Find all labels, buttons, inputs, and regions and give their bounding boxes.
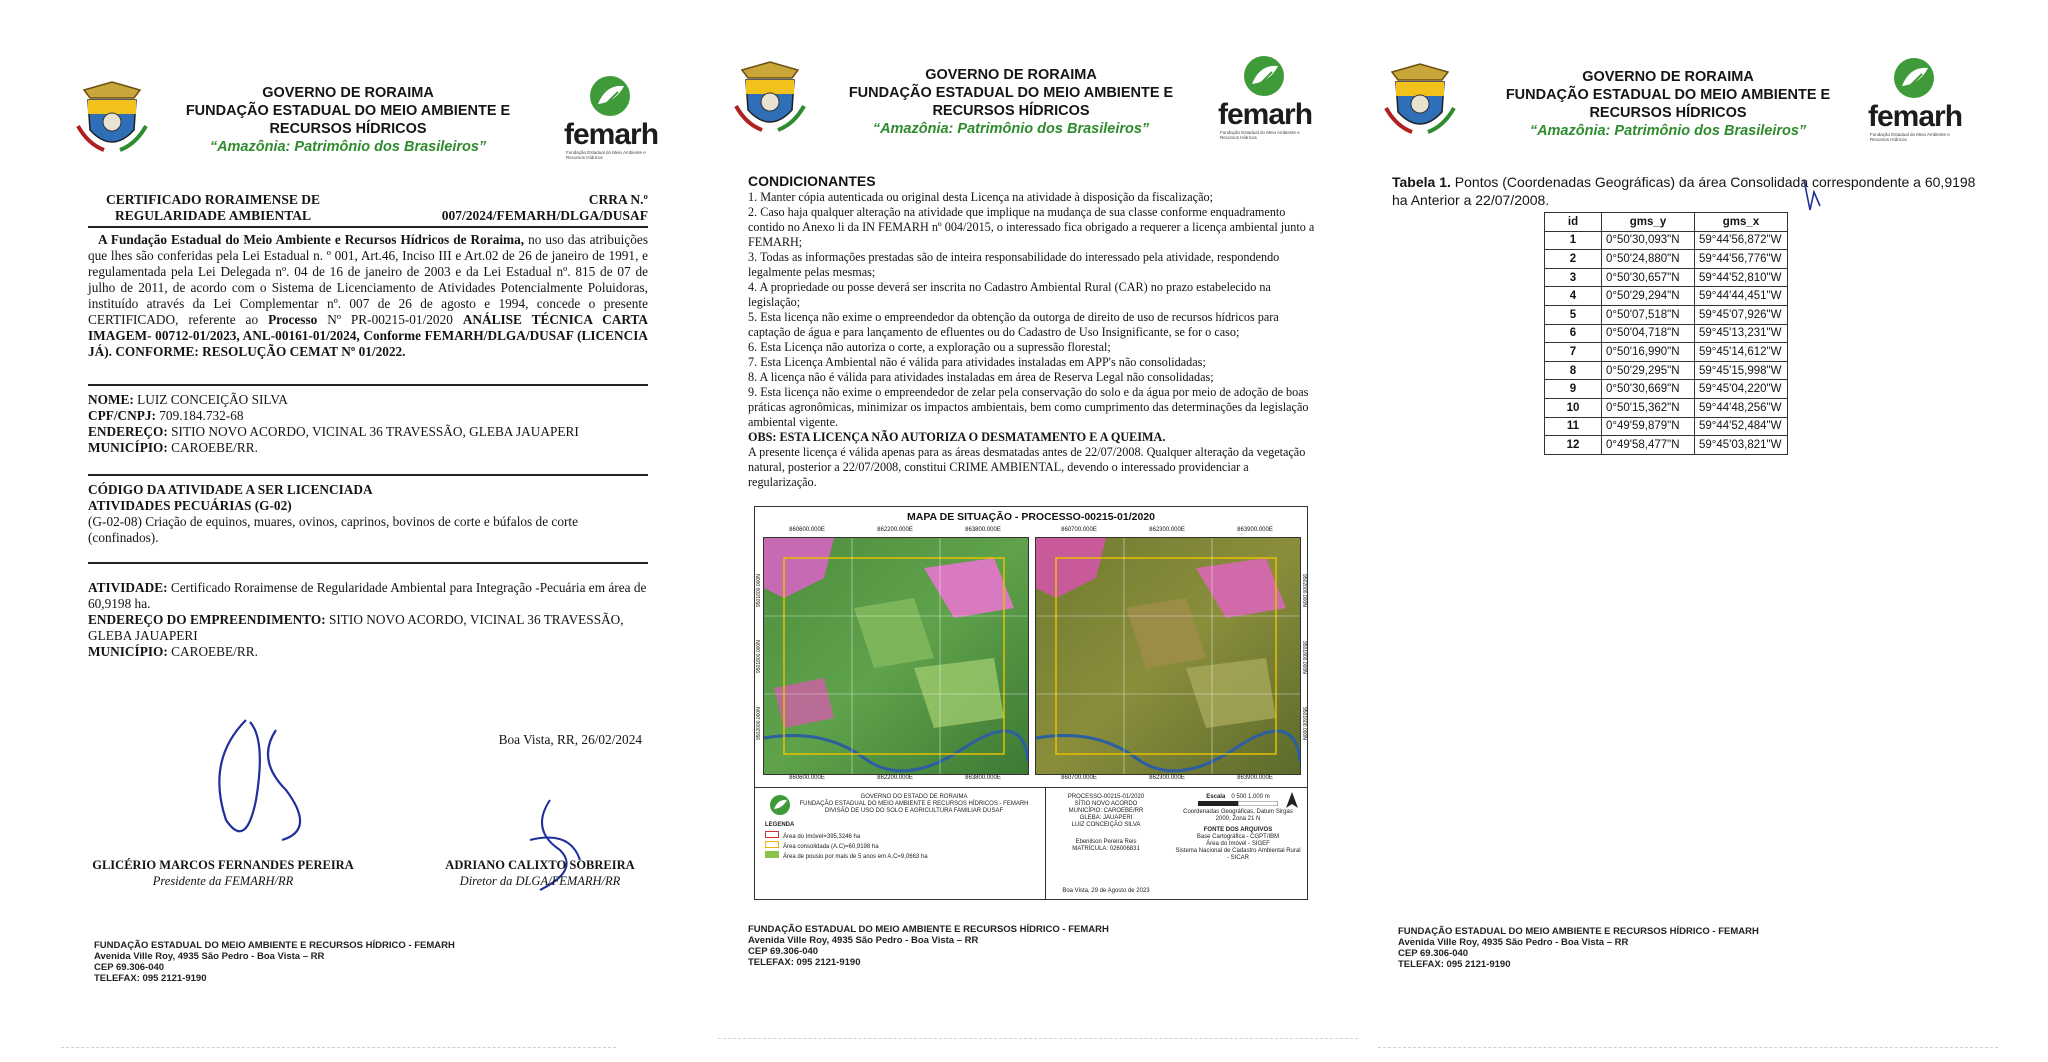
roraima-crest-icon bbox=[74, 80, 150, 156]
pen-mark bbox=[1800, 176, 1826, 216]
page-certificate bbox=[60, 0, 660, 1062]
footer-line-3: CEP 69.306-040 bbox=[1398, 948, 1469, 959]
holder-cpf-label: CPF/CNPJ: bbox=[88, 408, 156, 423]
page-footer bbox=[94, 940, 455, 984]
cell-gms-x: 59°44'52,484"W bbox=[1695, 417, 1788, 436]
map-legend-panel bbox=[755, 787, 1307, 900]
table-row bbox=[1545, 324, 1788, 343]
cell-gms-y: 0°50'07,518"N bbox=[1602, 305, 1695, 324]
left-top-ticks bbox=[763, 527, 1027, 533]
director-name: ADRIANO CALIXTO SOBREIRA bbox=[445, 858, 635, 872]
condition-item: 5. Esta licença não exime o empreendedor da obtenção da outorga de direito de uso de recursos hídricos para captação de água e para lançamento de efluentes ou do Cadastro de Uso Insignificante, se for o caso; bbox=[748, 310, 1279, 339]
intro-process-number: Nº PR-00215-01/2020 bbox=[317, 312, 463, 327]
tick-label: 862200.000E bbox=[877, 527, 913, 533]
right-bottom-ticks bbox=[1035, 775, 1299, 781]
holder-info bbox=[88, 392, 648, 456]
activity-row bbox=[88, 580, 648, 612]
header-motto: “Amazônia: Patrimônio dos Brasileiros” bbox=[1529, 123, 1807, 139]
crra-number: 007/2024/FEMARH/DLGA/DUSAF bbox=[441, 208, 648, 223]
situation-map bbox=[754, 506, 1308, 900]
header-line-2: FUNDAÇÃO ESTADUAL DO MEIO AMBIENTE E bbox=[1505, 87, 1831, 103]
info-line: LUIZ CONCEIÇÃO SILVA bbox=[1071, 822, 1141, 828]
president-name: GLICÉRIO MARCOS FERNANDES PEREIRA bbox=[92, 858, 354, 872]
legend-swatch bbox=[765, 831, 779, 838]
femarh-logo bbox=[1218, 54, 1314, 140]
cell-gms-y: 0°50'30,093"N bbox=[1602, 231, 1695, 250]
cell-id: 2 bbox=[1545, 250, 1602, 269]
condition-item: 1. Manter cópia autenticada ou original desta Licença na atividade à disposição da fiscalização; bbox=[748, 190, 1213, 204]
enterprise-address-row bbox=[88, 612, 648, 644]
satellite-image-left bbox=[763, 537, 1029, 775]
cell-gms-x: 59°45'14,612"W bbox=[1695, 343, 1788, 362]
condition-item: 6. Esta Licença não autoriza o corte, a exploração ou a supressão florestal; bbox=[748, 340, 1111, 354]
footer-line-4: TELEFAX: 095 2121-9190 bbox=[94, 973, 207, 984]
header-motto: “Amazônia: Patrimônio dos Brasileiros” bbox=[209, 139, 487, 155]
tick-label: 860600.000E bbox=[789, 775, 825, 781]
logo-subtitle: Fundação Estadual do Meio Ambiente e Recursos Hídricos bbox=[566, 150, 646, 160]
holder-address-row bbox=[88, 424, 648, 440]
femarh-logo bbox=[1868, 56, 1964, 142]
table-caption-label: Tabela 1. bbox=[1392, 174, 1451, 190]
page-edge bbox=[60, 1047, 616, 1048]
cell-gms-y: 0°50'04,718"N bbox=[1602, 324, 1695, 343]
conditions-list bbox=[748, 190, 1320, 490]
cell-id: 1 bbox=[1545, 231, 1602, 250]
divider bbox=[88, 562, 648, 564]
place-date: Boa Vista, RR, 26/02/2024 bbox=[498, 732, 642, 747]
leaf-icon bbox=[582, 74, 638, 118]
column-header-id: id bbox=[1545, 213, 1602, 232]
activity-group-title: ATIVIDADES PECUÁRIAS (G-02) bbox=[88, 498, 292, 513]
holder-name-value: LUIZ CONCEIÇÃO SILVA bbox=[133, 392, 288, 407]
table-row bbox=[1545, 231, 1788, 250]
cell-gms-y: 0°50'16,990"N bbox=[1602, 343, 1695, 362]
table-body bbox=[1545, 231, 1788, 454]
footer-line-4: TELEFAX: 095 2121-9190 bbox=[1398, 959, 1511, 970]
column-header-gms-x: gms_x bbox=[1695, 213, 1788, 232]
cell-gms-y: 0°50'24,880"N bbox=[1602, 250, 1695, 269]
map-gov-line: GOVERNO DO ESTADO DE RORAIMA bbox=[860, 794, 968, 800]
footer-line-1: FUNDAÇÃO ESTADUAL DO MEIO AMBIENTE E RECURSOS HÍDRICO - FEMARH bbox=[1398, 926, 1759, 937]
condition-item: 8. A licença não é válida para atividades instaladas em área de Reserva Legal não consolidadas; bbox=[748, 370, 1214, 384]
cell-id: 4 bbox=[1545, 287, 1602, 306]
activity-value: Certificado Roraimense de Regularidade Ambiental para Integração -Pecuária em área de 60,9198 ha. bbox=[88, 580, 647, 611]
header-title bbox=[148, 84, 548, 156]
cell-gms-y: 0°49'58,477"N bbox=[1602, 436, 1695, 455]
divider bbox=[88, 226, 648, 228]
north-arrow-icon bbox=[1285, 792, 1299, 810]
map-institution bbox=[799, 794, 1029, 815]
source-title: FONTE DOS ARQUIVOS bbox=[1203, 827, 1273, 833]
scale-values: 0 500 1.000 m bbox=[1231, 794, 1270, 800]
legend-swatch bbox=[765, 841, 779, 848]
cell-gms-y: 0°50'30,657"N bbox=[1602, 268, 1695, 287]
president-role: Presidente da FEMARH/RR bbox=[152, 874, 294, 888]
technician-registration: MATRÍCULA: 026006831 bbox=[1072, 846, 1140, 852]
legend-swatch bbox=[765, 851, 779, 858]
cell-id: 3 bbox=[1545, 268, 1602, 287]
leaf-icon bbox=[1236, 54, 1292, 98]
conditions-title: CONDICIONANTES bbox=[748, 173, 876, 189]
cell-gms-y: 0°49'59,879"N bbox=[1602, 417, 1695, 436]
legend-item bbox=[765, 841, 928, 851]
info-line: PROCESSO-00215-01/2020 bbox=[1067, 794, 1145, 800]
satellite-image-right bbox=[1035, 537, 1301, 775]
header-title bbox=[1468, 68, 1868, 140]
intro-analysis: ANÁLISE TÉCNICA CARTA IMAGEM- 00712-01/2023, ANL-00161-01/2024, Conforme FEMARH/DLGA/DUSAF (LICENCIA JÁ). CONFORME: RESOLUÇÃO CEMAT Nº 01/2022. bbox=[88, 312, 648, 359]
cell-id: 9 bbox=[1545, 380, 1602, 399]
scale-label: Escala bbox=[1206, 794, 1226, 800]
intro-paragraph bbox=[88, 232, 648, 360]
technician-name: Ebenilson Pereira Reis bbox=[1075, 839, 1137, 845]
table-header-row bbox=[1545, 213, 1788, 232]
map-fund-line: FUNDAÇÃO ESTADUAL DO MEIO AMBIENTE E RECURSOS HÍDRICOS - FEMARH bbox=[799, 801, 1029, 807]
header-line-2: FUNDAÇÃO ESTADUAL DO MEIO AMBIENTE E bbox=[848, 85, 1174, 101]
header-line-2: FUNDAÇÃO ESTADUAL DO MEIO AMBIENTE E bbox=[185, 103, 511, 119]
cell-gms-y: 0°50'30,669"N bbox=[1602, 380, 1695, 399]
table-row bbox=[1545, 250, 1788, 269]
header-line-1: GOVERNO DE RORAIMA bbox=[925, 67, 1097, 83]
page-footer bbox=[748, 924, 1109, 968]
map-division-line: DIVISÃO DE USO DO SOLO E AGRICULTURA FAMILIAR DUSAF bbox=[824, 808, 1004, 814]
enterprise-municipality-value: CAROEBE/RR. bbox=[167, 644, 258, 659]
header-line-3: RECURSOS HÍDRICOS bbox=[1589, 105, 1747, 121]
tick-label: 9501800.000N bbox=[1301, 640, 1307, 674]
cell-gms-x: 59°44'56,776"W bbox=[1695, 250, 1788, 269]
cell-id: 5 bbox=[1545, 305, 1602, 324]
femarh-logo bbox=[564, 74, 660, 160]
header-line-1: GOVERNO DE RORAIMA bbox=[262, 85, 434, 101]
crra-number-block bbox=[396, 192, 648, 224]
page-edge bbox=[718, 1038, 1358, 1039]
obs-row bbox=[748, 430, 1320, 445]
roraima-crest-icon bbox=[732, 60, 808, 136]
cell-id: 8 bbox=[1545, 361, 1602, 380]
cell-gms-x: 59°44'48,256"W bbox=[1695, 398, 1788, 417]
condition-item: 3. Todas as informações prestadas são de inteira responsabilidade do interessado pela atividade, respondendo legalmente pelas mesmas; bbox=[748, 250, 1280, 279]
legend-item bbox=[765, 831, 928, 841]
activity-code-title: CÓDIGO DA ATIVIDADE A SER LICENCIADA bbox=[88, 482, 373, 497]
page-coordinates bbox=[1378, 0, 1998, 1062]
legend-label: Área consolidada (A.C)=60,9198 ha bbox=[783, 844, 879, 850]
scale-row bbox=[1175, 794, 1301, 801]
info-line: MUNICÍPIO: CAROEBE/RR bbox=[1068, 808, 1144, 814]
info-line: SÍTIO NOVO ACORDO bbox=[1074, 801, 1138, 807]
legend-divider bbox=[1045, 788, 1046, 900]
holder-municipality-value: CAROEBE/RR. bbox=[167, 440, 258, 455]
cell-gms-y: 0°50'29,295"N bbox=[1602, 361, 1695, 380]
signature-president bbox=[186, 700, 346, 850]
table-row bbox=[1545, 287, 1788, 306]
certificate-title-line-1: CERTIFICADO RORAIMENSE DE bbox=[105, 192, 321, 207]
tick-label: 860700.000E bbox=[1061, 775, 1097, 781]
condition-item: 9. Esta licença não exime o empreendedor de zelar pela conservação do solo e da água por meio de adoção de boas práticas agronômicas, minimizar os impactos ambientais, bem como cumprimento das determinações da legislação ambiental vigente. bbox=[748, 385, 1309, 429]
intro-lead: A Fundação Estadual do Meio Ambiente e Recursos Hídricos de Roraima, bbox=[98, 232, 525, 247]
footer-line-2: Avenida Ville Roy, 4935 São Pedro - Boa Vista – RR bbox=[748, 935, 979, 946]
condition-item: 7. Esta Licença Ambiental não é válida para atividades instaladas em APP's não consolidadas; bbox=[748, 355, 1206, 369]
footer-line-1: FUNDAÇÃO ESTADUAL DO MEIO AMBIENTE E RECURSOS HÍDRICO - FEMARH bbox=[94, 940, 455, 951]
holder-name-row bbox=[88, 392, 648, 408]
leaf-icon bbox=[1886, 56, 1942, 100]
left-side-ticks bbox=[756, 557, 764, 757]
holder-municipality-row bbox=[88, 440, 648, 456]
source-line: Sistema Nacional de Cadastro Ambiental Rural - SICAR bbox=[1175, 848, 1301, 861]
obs-text: ESTA LICENÇA NÃO AUTORIZA O DESMATAMENTO E A QUEIMA. bbox=[776, 430, 1166, 444]
table-row bbox=[1545, 398, 1788, 417]
map-title: MAPA DE SITUAÇÃO - PROCESSO-00215-01/2020 bbox=[907, 511, 1155, 523]
legend-title: LEGENDA bbox=[765, 822, 795, 828]
cell-gms-y: 0°50'29,294"N bbox=[1602, 287, 1695, 306]
tick-label: 9502000.000N bbox=[1301, 573, 1307, 607]
table-row bbox=[1545, 305, 1788, 324]
holder-municipality-label: MUNICÍPIO: bbox=[88, 440, 168, 455]
footer-line-4: TELEFAX: 095 2121-9190 bbox=[748, 957, 861, 968]
tick-label: 863800.000E bbox=[965, 527, 1001, 533]
intro-process: Processo bbox=[268, 312, 318, 327]
femarh-leaf-icon bbox=[769, 794, 791, 816]
source-line: Base Cartográfica - CGPT/IBM bbox=[1196, 834, 1280, 840]
header-line-1: GOVERNO DE RORAIMA bbox=[1582, 69, 1754, 85]
map-date: Boa Vista, 29 de Agosto de 2023 bbox=[1062, 888, 1150, 894]
tick-label: 860700.000E bbox=[1061, 527, 1097, 533]
table-row bbox=[1545, 436, 1788, 455]
tick-label: 862300.000E bbox=[1149, 527, 1185, 533]
activity-group-description: (G-02-08) Criação de equinos, muares, ovinos, caprinos, bovinos de corte e búfalos de corte (confinados). bbox=[88, 514, 578, 545]
cell-gms-x: 59°44'44,451"W bbox=[1695, 287, 1788, 306]
holder-address-label: ENDEREÇO: bbox=[88, 424, 168, 439]
table-caption-text: Pontos (Coordenadas Geográficas) da área Consolidada correspondente a 60,9198 ha Anterior a 22/07/2008. bbox=[1392, 174, 1976, 208]
footer-line-2: Avenida Ville Roy, 4935 São Pedro - Boa Vista – RR bbox=[1398, 937, 1629, 948]
cell-id: 7 bbox=[1545, 343, 1602, 362]
validity-note: A presente licença é válida apenas para as áreas desmatadas antes de 22/07/2008. Qualquer alteração da vegetação natural, posterior a 22/07/2008, constitui CRIME AMBIENTAL, devendo o interessado providenciar a regularização. bbox=[748, 445, 1306, 489]
cell-gms-x: 59°45'04,220"W bbox=[1695, 380, 1788, 399]
divider bbox=[88, 474, 648, 476]
tick-label: 9501600.000N bbox=[756, 573, 762, 607]
cell-id: 11 bbox=[1545, 417, 1602, 436]
certificate-title-line-2: REGULARIDADE AMBIENTAL bbox=[115, 208, 311, 223]
cell-gms-x: 59°44'52,810"W bbox=[1695, 268, 1788, 287]
cell-gms-x: 59°45'07,926"W bbox=[1695, 305, 1788, 324]
table-row bbox=[1545, 343, 1788, 362]
intro-body: no uso das atribuições que lhes são conferidas pela Lei Estadual n. º 001, Art.46, Inciso III e Art.02 de 26 de janeiro de 1991, e regulamentada pela Lei Delegada nº. 04 de 16 de janeiro de 2003 e da Lei Estadual nº. 815 de 07 de julho de 2011, de acordo com o Sistema de Licenciamento de Atividades Potencialmente Poluidoras, instituído através da Lei Complementar nº. 007 de 26 de agosto e 1994, concede o presente CERTIFICADO, referente ao bbox=[88, 232, 648, 327]
logo-subtitle: Fundação Estadual do Meio Ambiente e Recursos Hídricos bbox=[1220, 130, 1300, 140]
tick-label: 862300.000E bbox=[1149, 775, 1185, 781]
footer-line-1: FUNDAÇÃO ESTADUAL DO MEIO AMBIENTE E RECURSOS HÍDRICO - FEMARH bbox=[748, 924, 1109, 935]
holder-address-value: SITIO NOVO ACORDO, VICINAL 36 TRAVESSÃO, GLEBA JAUAPERI bbox=[167, 424, 579, 439]
tick-label: 9501800.000N bbox=[756, 640, 762, 674]
holder-cpf-row bbox=[88, 408, 648, 424]
cell-gms-y: 0°50'15,362"N bbox=[1602, 398, 1695, 417]
footer-line-3: CEP 69.306-040 bbox=[94, 962, 165, 973]
tick-label: 863900.000E bbox=[1237, 775, 1273, 781]
map-scale-block bbox=[1175, 794, 1301, 862]
map-process-info bbox=[1051, 794, 1161, 853]
header-motto: “Amazônia: Patrimônio dos Brasileiros” bbox=[872, 121, 1150, 137]
right-side-ticks bbox=[1299, 557, 1307, 757]
column-header-gms-y: gms_y bbox=[1602, 213, 1695, 232]
table-row bbox=[1545, 380, 1788, 399]
legend-label: Área do Imóvel=395,3246 ha bbox=[783, 834, 861, 840]
table-row bbox=[1545, 417, 1788, 436]
activity-code-section bbox=[88, 482, 648, 546]
table-row bbox=[1545, 361, 1788, 380]
header-line-3: RECURSOS HÍDRICOS bbox=[269, 121, 427, 137]
cell-gms-x: 59°45'15,998"W bbox=[1695, 361, 1788, 380]
roraima-crest-icon bbox=[1382, 62, 1458, 138]
enterprise-address-value: SITIO NOVO ACORDO, VICINAL 36 TRAVESSÃO, GLEBA JAUAPERI bbox=[88, 612, 624, 643]
enterprise-municipality-label: MUNICÍPIO: bbox=[88, 644, 168, 659]
tick-label: 863800.000E bbox=[965, 775, 1001, 781]
cell-id: 12 bbox=[1545, 436, 1602, 455]
coordinates-table bbox=[1544, 212, 1788, 455]
scale-bar bbox=[1198, 801, 1278, 806]
director-role: Diretor da DLGA/FEMARH/RR bbox=[459, 874, 621, 888]
page-edge bbox=[1378, 1047, 1998, 1048]
legend-item bbox=[765, 851, 928, 861]
holder-cpf-value: 709.184.732-68 bbox=[155, 408, 244, 423]
divider bbox=[88, 384, 648, 386]
header-title bbox=[818, 66, 1204, 138]
legend-items bbox=[765, 831, 928, 861]
tick-label: 863900.000E bbox=[1237, 527, 1273, 533]
crra-label: CRRA N.º bbox=[588, 192, 648, 207]
page-conditions bbox=[718, 0, 1358, 1062]
cell-gms-x: 59°44'56,872"W bbox=[1695, 231, 1788, 250]
activity-section bbox=[88, 580, 648, 660]
logo-wordmark: femarh bbox=[1868, 100, 1963, 133]
left-bottom-ticks bbox=[763, 775, 1027, 781]
logo-subtitle: Fundação Estadual do Meio Ambiente e Recursos Hídricos bbox=[1870, 132, 1950, 142]
info-line: GLEBA: JAUAPERI bbox=[1079, 815, 1133, 821]
holder-name-label: NOME: bbox=[88, 392, 134, 407]
table-row bbox=[1545, 268, 1788, 287]
logo-wordmark: femarh bbox=[564, 118, 659, 151]
tick-label: 862200.000E bbox=[877, 775, 913, 781]
tick-label: 860600.000E bbox=[789, 527, 825, 533]
right-top-ticks bbox=[1035, 527, 1299, 533]
page-footer bbox=[1398, 926, 1759, 970]
coords-note: Coordenadas Geográficas, Datum Sirgas 2000, Zona 21 N bbox=[1183, 809, 1293, 822]
enterprise-address-label: ENDEREÇO DO EMPREENDIMENTO: bbox=[88, 612, 326, 627]
footer-line-3: CEP 69.306-040 bbox=[748, 946, 819, 957]
tick-label: 9501600.000N bbox=[1301, 707, 1307, 741]
cell-id: 10 bbox=[1545, 398, 1602, 417]
condition-item: 2. Caso haja qualquer alteração na atividade que implique na mudança de sua classe conforme enquadramento contido no Anexo li da IN FEMARH nº 004/2015, o interessado fica obrigado a requerer a licença ambiental junto a FEMARH; bbox=[748, 205, 1315, 249]
condition-item: 4. A propriedade ou posse deverá ser inscrita no Cadastro Ambiental Rural (CAR) no prazo estabelecido na legislação; bbox=[748, 280, 1271, 309]
source-line: Área do Imóvel - SIGEF bbox=[1206, 841, 1270, 847]
obs-label: OBS: bbox=[748, 430, 777, 444]
cell-id: 6 bbox=[1545, 324, 1602, 343]
enterprise-municipality-row bbox=[88, 644, 648, 660]
tick-label: 9502000.000N bbox=[756, 707, 762, 741]
cell-gms-x: 59°45'03,821"W bbox=[1695, 436, 1788, 455]
header-line-3: RECURSOS HÍDRICOS bbox=[932, 103, 1090, 119]
certificate-title bbox=[88, 192, 338, 224]
footer-line-2: Avenida Ville Roy, 4935 São Pedro - Boa Vista – RR bbox=[94, 951, 325, 962]
cell-gms-x: 59°45'13,231"W bbox=[1695, 324, 1788, 343]
activity-label: ATIVIDADE: bbox=[88, 580, 168, 595]
logo-wordmark: femarh bbox=[1218, 98, 1313, 131]
legend-label: Área de pousio por mais de 5 anos em A.C=9,0663 ha bbox=[783, 854, 928, 860]
table-caption bbox=[1392, 173, 1982, 209]
